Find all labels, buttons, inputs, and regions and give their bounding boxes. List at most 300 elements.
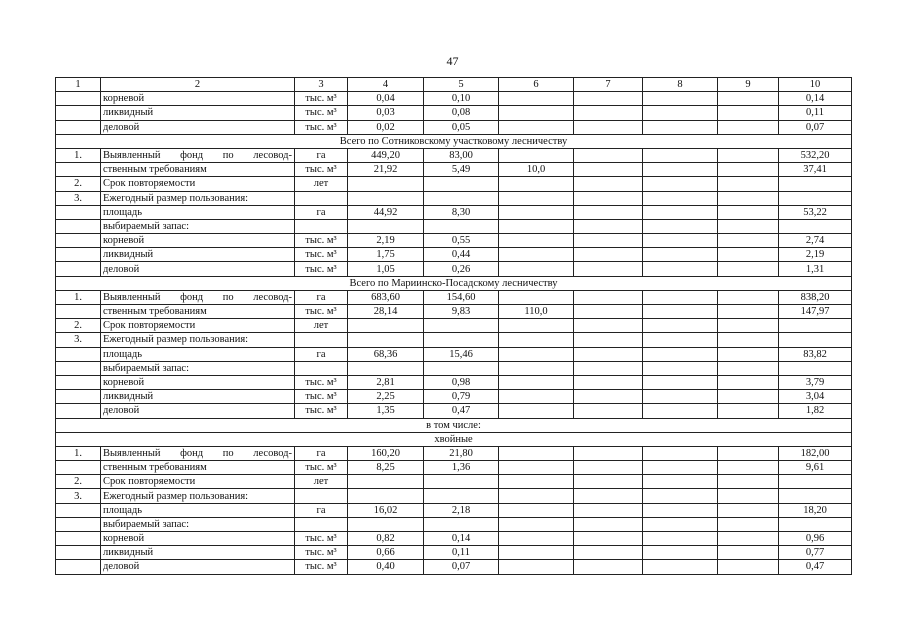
value-cell [574,390,643,404]
value-cell: 449,20 [348,148,424,162]
value-cell [499,290,574,304]
value-cell [499,106,574,120]
value-cell [718,92,779,106]
value-cell: 2,81 [348,375,424,389]
value-cell [643,489,718,503]
value-cell: 147,97 [779,305,852,319]
value-cell: 0,98 [424,375,499,389]
indicator-name: ликвидный [101,106,295,120]
value-cell [643,205,718,219]
value-cell: 0,47 [424,404,499,418]
unit-cell: тыс. м³ [295,305,348,319]
column-header: 9 [718,78,779,92]
value-cell [718,532,779,546]
value-cell: 0,14 [424,532,499,546]
value-cell [718,489,779,503]
row-number [56,262,101,276]
value-cell [574,92,643,106]
value-cell [499,532,574,546]
unit-cell: тыс. м³ [295,532,348,546]
value-cell [643,461,718,475]
value-cell [499,546,574,560]
unit-cell [295,517,348,531]
indicator-name: Срок повторяемости [101,475,295,489]
section-heading: в том числе: [56,418,852,432]
value-cell: 2,25 [348,390,424,404]
value-cell: 110,0 [499,305,574,319]
table-row [56,205,852,219]
row-number [56,305,101,319]
value-cell [718,375,779,389]
table-row [56,248,852,262]
indicator-name: ликвидный [101,546,295,560]
value-cell: 18,20 [779,503,852,517]
row-number: 2. [56,319,101,333]
value-cell: 83,00 [424,148,499,162]
value-cell [643,475,718,489]
value-cell [718,546,779,560]
table-row [56,148,852,162]
value-cell: 2,74 [779,234,852,248]
section-heading: хвойные [56,432,852,446]
table-row [56,532,852,546]
value-cell [643,390,718,404]
column-header: 8 [643,78,718,92]
row-number [56,461,101,475]
value-cell: 5,49 [424,163,499,177]
value-cell: 1,05 [348,262,424,276]
value-cell [779,333,852,347]
value-cell [718,475,779,489]
value-cell [424,475,499,489]
indicator-name: выбираемый запас: [101,517,295,531]
value-cell: 21,92 [348,163,424,177]
unit-cell [295,489,348,503]
value-cell [499,262,574,276]
table-row [56,120,852,134]
row-number [56,546,101,560]
indicator-name: корневой [101,532,295,546]
table-row [56,262,852,276]
indicator-name: Ежегодный размер пользования: [101,489,295,503]
value-cell [574,446,643,460]
indicator-name: корневой [101,234,295,248]
unit-cell: лет [295,319,348,333]
value-cell [718,361,779,375]
value-cell: 160,20 [348,446,424,460]
row-number: 3. [56,489,101,503]
value-cell [779,517,852,531]
table-row [56,163,852,177]
column-header: 6 [499,78,574,92]
value-cell [574,248,643,262]
value-cell [348,319,424,333]
value-cell [424,219,499,233]
value-cell [574,163,643,177]
indicator-name: ликвидный [101,390,295,404]
unit-cell: га [295,446,348,460]
value-cell: 0,11 [424,546,499,560]
value-cell [574,148,643,162]
table-row [56,404,852,418]
value-cell: 3,79 [779,375,852,389]
unit-cell: тыс. м³ [295,163,348,177]
table-row [56,234,852,248]
indicator-name: Выявленный фонд по лесовод- [101,148,295,162]
value-cell [779,475,852,489]
value-cell [643,248,718,262]
value-cell [574,205,643,219]
value-cell [424,489,499,503]
value-cell [718,262,779,276]
value-cell [574,106,643,120]
value-cell [643,106,718,120]
value-cell: 0,07 [779,120,852,134]
value-cell [499,219,574,233]
value-cell [779,489,852,503]
row-number [56,390,101,404]
value-cell [424,177,499,191]
value-cell [643,163,718,177]
section-heading-row [56,134,852,148]
row-number: 1. [56,290,101,304]
value-cell [779,219,852,233]
row-number [56,163,101,177]
value-cell: 1,82 [779,404,852,418]
column-header: 10 [779,78,852,92]
row-number [56,361,101,375]
value-cell [499,148,574,162]
table-row [56,319,852,333]
value-cell [574,120,643,134]
value-cell: 0,82 [348,532,424,546]
value-cell [499,120,574,134]
value-cell [574,489,643,503]
value-cell [643,191,718,205]
value-cell [779,361,852,375]
value-cell [643,347,718,361]
value-cell [643,404,718,418]
value-cell [643,177,718,191]
value-cell: 28,14 [348,305,424,319]
forest-usage-table [55,77,852,575]
value-cell: 0,40 [348,560,424,574]
value-cell [718,390,779,404]
indicator-name: ликвидный [101,248,295,262]
value-cell: 37,41 [779,163,852,177]
value-cell [499,404,574,418]
value-cell [424,191,499,205]
value-cell [643,517,718,531]
value-cell [718,404,779,418]
value-cell [574,234,643,248]
row-number [56,234,101,248]
section-heading: Всего по Сотниковскому участковому лесничеству [56,134,852,148]
column-header: 3 [295,78,348,92]
column-header: 1 [56,78,101,92]
value-cell [779,177,852,191]
value-cell: 2,19 [348,234,424,248]
value-cell [643,532,718,546]
table-row [56,475,852,489]
value-cell [424,517,499,531]
table-row [56,191,852,205]
section-heading-row [56,432,852,446]
row-number: 1. [56,446,101,460]
row-number [56,532,101,546]
value-cell [574,319,643,333]
value-cell [499,319,574,333]
value-cell [574,305,643,319]
table-row [56,375,852,389]
table-row [56,517,852,531]
value-cell: 44,92 [348,205,424,219]
value-cell [574,177,643,191]
value-cell [499,177,574,191]
table-row [56,305,852,319]
value-cell [718,305,779,319]
value-cell [574,517,643,531]
table-row [56,106,852,120]
unit-cell: тыс. м³ [295,248,348,262]
value-cell [499,92,574,106]
value-cell [424,361,499,375]
value-cell [348,333,424,347]
unit-cell: тыс. м³ [295,234,348,248]
indicator-name: Срок повторяемости [101,319,295,333]
indicator-name: Срок повторяемости [101,177,295,191]
value-cell [574,503,643,517]
row-number [56,248,101,262]
unit-cell [295,361,348,375]
table-row [56,546,852,560]
value-cell [499,234,574,248]
value-cell [574,290,643,304]
value-cell [499,475,574,489]
indicator-name: ственным требованиям [101,305,295,319]
value-cell [643,361,718,375]
unit-cell [295,191,348,205]
indicator-name: ственным требованиям [101,163,295,177]
value-cell: 2,19 [779,248,852,262]
value-cell [348,361,424,375]
value-cell [499,191,574,205]
value-cell [499,333,574,347]
page-number: 47 [446,54,459,68]
value-cell [643,375,718,389]
value-cell [499,446,574,460]
unit-cell: тыс. м³ [295,390,348,404]
value-cell: 0,77 [779,546,852,560]
table-row [56,503,852,517]
column-header: 2 [101,78,295,92]
value-cell: 9,83 [424,305,499,319]
value-cell [499,205,574,219]
value-cell [348,517,424,531]
value-cell: 0,07 [424,560,499,574]
row-number [56,375,101,389]
value-cell [499,347,574,361]
value-cell [718,148,779,162]
value-cell [643,333,718,347]
value-cell [643,305,718,319]
value-cell: 8,30 [424,205,499,219]
value-cell: 182,00 [779,446,852,460]
row-number [56,120,101,134]
indicator-name: деловой [101,560,295,574]
value-cell [718,347,779,361]
value-cell [718,560,779,574]
row-number: 2. [56,475,101,489]
value-cell [499,461,574,475]
indicator-name: площадь [101,205,295,219]
value-cell: 0,55 [424,234,499,248]
table-header-row [56,78,852,92]
unit-cell [295,333,348,347]
value-cell [574,333,643,347]
value-cell: 0,05 [424,120,499,134]
value-cell [348,177,424,191]
row-number: 3. [56,333,101,347]
value-cell [718,177,779,191]
value-cell [718,234,779,248]
table-row [56,347,852,361]
value-cell: 0,14 [779,92,852,106]
column-header: 7 [574,78,643,92]
value-cell: 53,22 [779,205,852,219]
unit-cell: тыс. м³ [295,120,348,134]
column-header: 5 [424,78,499,92]
unit-cell: тыс. м³ [295,262,348,276]
value-cell: 0,96 [779,532,852,546]
unit-cell: лет [295,475,348,489]
value-cell [718,248,779,262]
value-cell: 0,03 [348,106,424,120]
value-cell [643,262,718,276]
row-number [56,92,101,106]
section-heading: Всего по Мариинско-Посадскому лесничеству [56,276,852,290]
row-number [56,560,101,574]
value-cell: 1,31 [779,262,852,276]
value-cell [779,319,852,333]
row-number [56,106,101,120]
value-cell: 838,20 [779,290,852,304]
value-cell [643,546,718,560]
value-cell: 154,60 [424,290,499,304]
row-number [56,347,101,361]
value-cell [718,219,779,233]
indicator-name: деловой [101,262,295,276]
unit-cell: га [295,503,348,517]
value-cell [643,290,718,304]
indicator-name: площадь [101,503,295,517]
unit-cell: га [295,347,348,361]
value-cell [499,361,574,375]
row-number: 1. [56,148,101,162]
value-cell [574,361,643,375]
value-cell [574,546,643,560]
table-row [56,560,852,574]
value-cell [574,532,643,546]
unit-cell [295,219,348,233]
indicator-name: Ежегодный размер пользования: [101,333,295,347]
value-cell [499,390,574,404]
row-number [56,503,101,517]
value-cell [643,234,718,248]
section-heading-row [56,418,852,432]
indicator-name: деловой [101,404,295,418]
value-cell [718,163,779,177]
value-cell [574,347,643,361]
indicator-name: корневой [101,92,295,106]
value-cell [574,404,643,418]
indicator-name: выбираемый запас: [101,361,295,375]
unit-cell: га [295,148,348,162]
value-cell [499,375,574,389]
indicator-name: деловой [101,120,295,134]
table-row [56,390,852,404]
value-cell: 3,04 [779,390,852,404]
value-cell [348,489,424,503]
unit-cell: тыс. м³ [295,560,348,574]
value-cell [718,205,779,219]
row-number [56,517,101,531]
value-cell: 0,10 [424,92,499,106]
row-number [56,404,101,418]
value-cell: 2,18 [424,503,499,517]
indicator-name: корневой [101,375,295,389]
value-cell: 68,36 [348,347,424,361]
value-cell [643,503,718,517]
value-cell [574,191,643,205]
value-cell [643,219,718,233]
value-cell: 0,04 [348,92,424,106]
unit-cell: тыс. м³ [295,546,348,560]
row-number: 2. [56,177,101,191]
value-cell [574,475,643,489]
value-cell [779,191,852,205]
value-cell: 9,61 [779,461,852,475]
value-cell: 0,26 [424,262,499,276]
table-row [56,219,852,233]
value-cell: 0,47 [779,560,852,574]
table-row [56,361,852,375]
value-cell: 1,36 [424,461,499,475]
value-cell: 16,02 [348,503,424,517]
value-cell [574,262,643,276]
value-cell [718,503,779,517]
value-cell [643,446,718,460]
value-cell: 10,0 [499,163,574,177]
table-row [56,489,852,503]
unit-cell: га [295,205,348,219]
value-cell [348,219,424,233]
unit-cell: лет [295,177,348,191]
value-cell: 0,44 [424,248,499,262]
value-cell: 532,20 [779,148,852,162]
value-cell [718,191,779,205]
value-cell [424,319,499,333]
table-row [56,290,852,304]
value-cell [718,446,779,460]
section-heading-row [56,276,852,290]
column-header: 4 [348,78,424,92]
unit-cell: тыс. м³ [295,404,348,418]
value-cell [499,560,574,574]
indicator-name: Выявленный фонд по лесовод- [101,446,295,460]
value-cell [574,461,643,475]
unit-cell: га [295,290,348,304]
